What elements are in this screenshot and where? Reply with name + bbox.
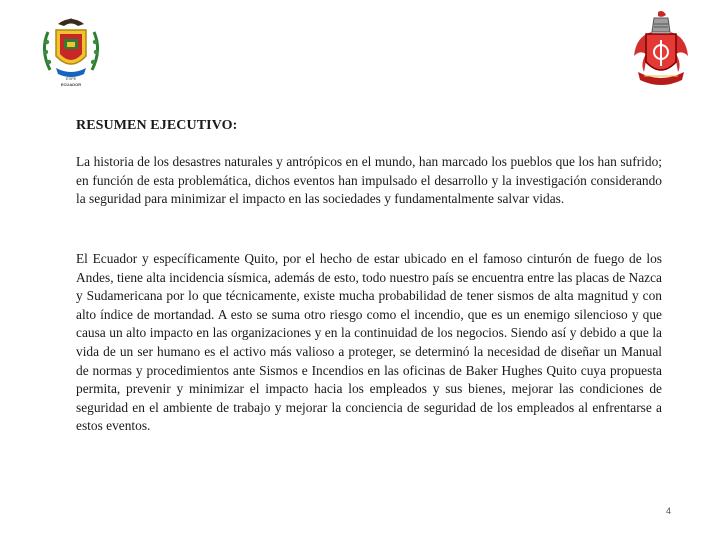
section-heading: RESUMEN EJECUTIVO: bbox=[76, 118, 238, 133]
crest-caption-top: ESPE bbox=[65, 76, 77, 81]
paragraph-1: La historia de los desastres naturales y antrópicos en el mundo, han marcado los pueblos que los han sufrido; en función de esta problemática, dichos eventos han impulsado el desarrollo y la investigación considerando la seguridad para minimizar el impacto en las sociedades y fundamentalmente salvar vidas. bbox=[76, 154, 662, 207]
university-crest-logo bbox=[36, 12, 106, 90]
page-number: 4 bbox=[666, 506, 672, 516]
coat-of-arms-logo bbox=[630, 10, 692, 90]
crest-caption-bottom: ECUADOR bbox=[60, 82, 82, 87]
crest-icon bbox=[36, 12, 106, 82]
coat-of-arms-icon bbox=[630, 10, 692, 90]
paragraph-2: El Ecuador y específicamente Quito, por el hecho de estar ubicado en el famoso cinturón de fuego de los Andes, tiene alta incidencia sísmica, además de esto, todo nuestro país se encuentra entre las placas de Nazca y Sudamericana por lo que técnicamente, existe mucha probabilidad de tener sismos de alta magnitud y con alto índice de mortandad. A esto se suma otro riesgo como el incendio, que es un enemigo silencioso y que causa un alto impacto en las organizaciones y en la continuidad de los negocios. Siendo así y debido a que la vida de un ser humano es el activo más valioso a proteger, se determinó la necesidad de diseñar un Manual de normas y procedimientos ante Sismos e Incendios en las oficinas de Baker Hughes Quito cuya propuesta permita, prevenir y minimizar el impacto hacia los empleados y sus bienes, mejorar las condiciones de seguridad en el ambiente de trabajo y mejorar la conciencia de seguridad de los empleados al enfrentarse a estos eventos. bbox=[76, 251, 662, 434]
